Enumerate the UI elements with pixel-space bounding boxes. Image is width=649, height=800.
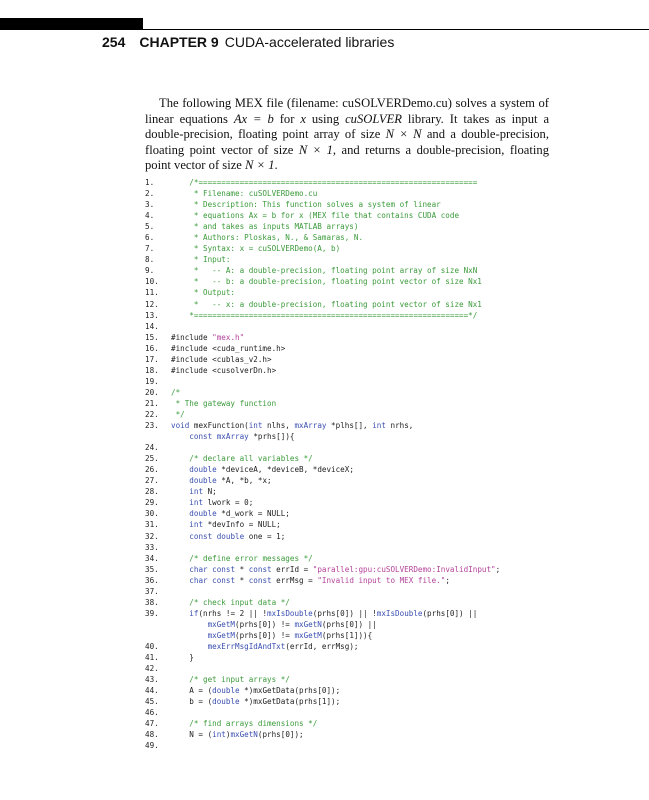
line-number: 27. bbox=[145, 476, 159, 486]
code-line bbox=[145, 641, 625, 652]
code-token: mxGetM bbox=[207, 619, 236, 629]
code-token bbox=[171, 244, 194, 253]
code-token: one = 1; bbox=[244, 531, 286, 541]
code-token: b = ( bbox=[171, 697, 213, 707]
code-token: *)mxGetData(prhs[1]); bbox=[239, 697, 341, 707]
code-line bbox=[145, 663, 625, 674]
code-token: ; bbox=[495, 564, 501, 574]
code-token bbox=[171, 311, 189, 320]
code-token: * Syntax: x = cuSOLVERDemo(A, b) bbox=[193, 244, 341, 254]
code-token: (prhs[0]) != bbox=[235, 630, 295, 640]
code-token bbox=[171, 266, 194, 275]
line-number: 18. bbox=[145, 365, 159, 375]
code-line bbox=[145, 221, 625, 232]
line-number: 17. bbox=[145, 354, 159, 364]
intro-text: for bbox=[273, 111, 301, 126]
header-rule bbox=[143, 29, 649, 30]
line-number: 24. bbox=[145, 443, 159, 453]
intro-text: The following MEX file (filename: cuSOLVERDemo.cu) solves a system of linear equations bbox=[145, 96, 549, 126]
code-token: * Authors: Ploskas, N., & Samaras, N. bbox=[193, 233, 364, 243]
code-token: int bbox=[189, 520, 204, 530]
code-token: * -- b: a double-precision, floating point vector of size Nx1 bbox=[193, 277, 482, 287]
code-token: /* bbox=[171, 387, 181, 397]
code-token bbox=[171, 620, 208, 629]
code-line bbox=[145, 243, 625, 254]
code-token: /* declare all variables */ bbox=[189, 454, 313, 464]
code-token: * Description: This function solves a system of linear bbox=[193, 200, 441, 210]
line-number: 38. bbox=[145, 597, 159, 607]
line-number: 43. bbox=[145, 675, 159, 685]
code-line bbox=[145, 265, 625, 276]
code-token: #include <cusolverDn.h> bbox=[171, 365, 277, 375]
code-line bbox=[145, 343, 625, 354]
line-number: 6. bbox=[145, 233, 155, 243]
code-token bbox=[171, 631, 208, 640]
line-number: 42. bbox=[145, 664, 159, 674]
code-token bbox=[171, 520, 189, 529]
header-bar bbox=[0, 18, 143, 30]
line-number: 19. bbox=[145, 376, 159, 386]
code-token: *A, *b, *x; bbox=[216, 476, 272, 486]
line-number: 13. bbox=[145, 310, 159, 320]
code-line bbox=[145, 299, 625, 310]
line-number: 35. bbox=[145, 564, 159, 574]
code-line bbox=[145, 354, 625, 365]
code-line bbox=[145, 254, 625, 265]
code-token bbox=[171, 233, 194, 242]
line-number: 44. bbox=[145, 686, 159, 696]
line-number: 1. bbox=[145, 178, 155, 187]
code-token: mxArray bbox=[294, 421, 327, 431]
code-token: mxGetM bbox=[294, 630, 322, 640]
code-token: #include <cuda_runtime.h> bbox=[171, 343, 286, 353]
line-number: 34. bbox=[145, 553, 159, 563]
code-line bbox=[145, 486, 625, 497]
line-number: 41. bbox=[145, 653, 159, 663]
code-token bbox=[171, 675, 189, 684]
size-expression: N × 1 bbox=[298, 142, 333, 157]
code-token: } bbox=[171, 653, 194, 663]
code-token: /*============================================================= bbox=[189, 178, 478, 187]
code-token: mxArray bbox=[216, 432, 249, 442]
code-line bbox=[145, 365, 625, 376]
line-number: 8. bbox=[145, 255, 155, 265]
code-token bbox=[171, 554, 189, 563]
line-number: 26. bbox=[145, 465, 159, 475]
size-expression: N × 1 bbox=[245, 158, 275, 172]
code-token: mxGetN bbox=[294, 619, 322, 629]
code-token: #include <cublas_v2.h> bbox=[171, 354, 272, 364]
code-line bbox=[145, 575, 625, 586]
code-line bbox=[145, 332, 625, 343]
line-number: 15. bbox=[145, 332, 159, 342]
line-number: 37. bbox=[145, 586, 159, 596]
line-number: 16. bbox=[145, 343, 159, 353]
code-token: * -- A: a double-precision, floating point array of size NxN bbox=[193, 266, 478, 276]
code-token: mxGetM bbox=[207, 630, 236, 640]
code-token: * Filename: cuSOLVERDemo.cu bbox=[193, 189, 318, 199]
code-line bbox=[145, 199, 625, 210]
running-header bbox=[102, 34, 394, 50]
code-token: (prhs[0]) || bbox=[422, 608, 478, 618]
code-line bbox=[145, 475, 625, 486]
code-line bbox=[145, 718, 625, 729]
code-line bbox=[145, 531, 625, 542]
code-line bbox=[145, 177, 625, 188]
code-line bbox=[145, 276, 625, 287]
code-token bbox=[171, 454, 189, 463]
code-line bbox=[145, 310, 625, 321]
code-line bbox=[145, 287, 625, 298]
code-token: * and takes as inputs MATLAB arrays) bbox=[193, 222, 359, 232]
code-token: * bbox=[235, 575, 249, 585]
code-token: char const bbox=[189, 575, 236, 585]
code-token: int bbox=[212, 730, 226, 740]
code-token bbox=[171, 288, 194, 297]
line-number: 12. bbox=[145, 299, 159, 309]
line-number: 5. bbox=[145, 222, 155, 232]
line-number: 45. bbox=[145, 697, 159, 707]
code-line bbox=[145, 674, 625, 685]
code-token: *============================================================*/ bbox=[189, 310, 478, 320]
intro-text: , and returns a double-precision, floating point vector of size bbox=[145, 142, 549, 172]
intro-text: library. It takes as input a double-precision, floating point array of size bbox=[145, 111, 550, 141]
code-line bbox=[145, 729, 625, 740]
code-token: *deviceA, *deviceB, *deviceX; bbox=[216, 465, 354, 475]
code-line bbox=[145, 519, 625, 530]
code-line bbox=[145, 542, 625, 553]
intro-paragraph bbox=[145, 96, 549, 174]
code-token bbox=[171, 222, 194, 231]
code-line bbox=[145, 652, 625, 663]
code-token: double bbox=[212, 697, 240, 707]
code-line bbox=[145, 387, 625, 398]
line-number: 36. bbox=[145, 575, 159, 585]
code-line bbox=[145, 508, 625, 519]
code-line bbox=[145, 696, 625, 707]
code-token: #include bbox=[171, 332, 213, 342]
code-token: int bbox=[189, 498, 204, 508]
line-number: 20. bbox=[145, 387, 159, 397]
code-token bbox=[171, 609, 189, 618]
code-token: mexErrMsgIdAndTxt bbox=[207, 641, 286, 651]
chapter-label: CHAPTER 9 bbox=[139, 34, 219, 50]
code-token: const bbox=[189, 432, 213, 442]
line-number: 23. bbox=[145, 421, 159, 431]
code-token: errMsg = bbox=[271, 575, 318, 585]
code-line bbox=[145, 740, 625, 751]
code-token bbox=[171, 498, 189, 507]
code-token: * bbox=[235, 564, 249, 574]
chapter-title: CUDA-accelerated libraries bbox=[224, 34, 395, 50]
code-token: A = ( bbox=[171, 686, 213, 696]
code-line bbox=[145, 431, 625, 442]
code-line bbox=[145, 409, 625, 420]
code-token: * -- x: a double-precision, floating point vector of size Nx1 bbox=[193, 299, 482, 309]
code-token: char const bbox=[189, 564, 236, 574]
code-token: mxIsDouble bbox=[376, 608, 423, 618]
code-token: (prhs[0]); bbox=[257, 730, 304, 740]
code-token bbox=[171, 476, 189, 485]
code-line bbox=[145, 398, 625, 409]
code-token bbox=[171, 719, 189, 728]
line-number: 39. bbox=[145, 608, 159, 618]
code-token: (prhs[0]) != bbox=[235, 619, 295, 629]
code-token: N = ( bbox=[171, 730, 213, 740]
code-token: "mex.h" bbox=[212, 332, 245, 342]
code-line bbox=[145, 553, 625, 564]
code-token: "parallel:gpu:cuSOLVERDemo:InvalidInput" bbox=[312, 564, 496, 574]
intro-text: and a double-precision, floating point vector of size bbox=[145, 127, 549, 157]
code-token: errId = bbox=[271, 564, 313, 574]
code-token bbox=[171, 200, 194, 209]
code-line bbox=[145, 188, 625, 199]
code-token: if bbox=[189, 608, 199, 618]
code-token: (prhs[1])){ bbox=[321, 630, 373, 640]
line-number: 22. bbox=[145, 409, 159, 419]
code-token: (nrhs != 2 || ! bbox=[198, 608, 268, 618]
page-number: 254 bbox=[102, 34, 126, 50]
code-token: lwork = 0; bbox=[203, 498, 254, 508]
code-line bbox=[145, 376, 625, 387]
code-token bbox=[171, 509, 189, 518]
code-token: ; bbox=[445, 575, 450, 585]
line-number: 14. bbox=[145, 321, 159, 331]
code-token: const double bbox=[189, 531, 245, 541]
code-token: * Input: bbox=[193, 255, 231, 265]
code-token: /* get input arrays */ bbox=[189, 675, 290, 685]
code-line bbox=[145, 497, 625, 508]
equation: Ax = b bbox=[233, 111, 274, 126]
code-token: *d_work = NULL; bbox=[216, 509, 290, 519]
code-token bbox=[171, 532, 189, 541]
code-token: const bbox=[248, 575, 272, 585]
code-token: double bbox=[189, 509, 217, 519]
line-number: 28. bbox=[145, 487, 159, 497]
code-token bbox=[171, 598, 189, 607]
line-number: 21. bbox=[145, 398, 159, 408]
code-token: /* check input data */ bbox=[189, 597, 290, 607]
line-number: 2. bbox=[145, 189, 155, 199]
code-token bbox=[171, 565, 189, 574]
line-number: 9. bbox=[145, 266, 155, 276]
code-token: N; bbox=[203, 487, 217, 497]
line-number: 49. bbox=[145, 741, 159, 751]
code-token: mexFunction( bbox=[189, 421, 249, 431]
code-token bbox=[171, 465, 189, 474]
line-number: 10. bbox=[145, 277, 159, 287]
intro-text: . bbox=[274, 158, 278, 172]
library-name: cuSOLVER bbox=[345, 111, 402, 126]
code-token bbox=[171, 487, 189, 496]
code-token: /* find arrays dimensions */ bbox=[189, 719, 318, 729]
code-token: * equations Ax = b for x (MEX file that contains CUDA code bbox=[193, 211, 460, 221]
code-line bbox=[145, 210, 625, 221]
code-line bbox=[145, 707, 625, 718]
code-token: /* define error messages */ bbox=[189, 553, 313, 563]
code-token bbox=[171, 178, 189, 187]
code-line bbox=[145, 564, 625, 575]
line-number: 48. bbox=[145, 730, 159, 740]
code-token bbox=[171, 642, 208, 651]
code-token: double bbox=[189, 465, 217, 475]
code-token: int bbox=[248, 421, 263, 431]
code-line bbox=[145, 420, 625, 431]
code-line bbox=[145, 232, 625, 243]
line-number: 33. bbox=[145, 542, 159, 552]
code-line bbox=[145, 685, 625, 696]
line-number: 47. bbox=[145, 719, 159, 729]
line-number: 32. bbox=[145, 531, 159, 541]
line-number: 40. bbox=[145, 641, 159, 651]
code-line bbox=[145, 630, 625, 641]
code-token: * The gateway function bbox=[171, 398, 277, 408]
code-token bbox=[171, 432, 189, 441]
code-token: mxGetN bbox=[230, 730, 258, 740]
code-token: *plhs[], bbox=[326, 421, 373, 431]
code-token: *)mxGetData(prhs[0]); bbox=[239, 686, 341, 696]
variable: x bbox=[300, 111, 306, 126]
size-expression: N × N bbox=[385, 127, 422, 141]
code-token: void bbox=[171, 421, 190, 431]
code-token bbox=[171, 277, 194, 286]
line-number: 25. bbox=[145, 454, 159, 464]
code-line bbox=[145, 608, 625, 619]
code-token: (prhs[0]) || ! bbox=[312, 608, 377, 618]
code-token: (prhs[0]) || bbox=[321, 619, 377, 629]
code-token: mxIsDouble bbox=[267, 608, 313, 618]
code-token: ) bbox=[225, 730, 231, 740]
line-number: 11. bbox=[145, 288, 159, 298]
code-token bbox=[171, 189, 194, 198]
line-number: 46. bbox=[145, 708, 159, 718]
line-number: 4. bbox=[145, 211, 155, 221]
code-token: int bbox=[189, 487, 204, 497]
code-token: int bbox=[372, 421, 386, 431]
code-line bbox=[145, 464, 625, 475]
code-token: (errId, errMsg); bbox=[285, 641, 359, 651]
code-token bbox=[171, 211, 194, 220]
code-line bbox=[145, 597, 625, 608]
code-line bbox=[145, 619, 625, 630]
line-number: 29. bbox=[145, 498, 159, 508]
line-number: 3. bbox=[145, 200, 155, 210]
code-token: nrhs, bbox=[385, 421, 414, 431]
line-number: 30. bbox=[145, 509, 159, 519]
code-token: */ bbox=[171, 409, 185, 419]
intro-text: using bbox=[305, 111, 346, 126]
code-line bbox=[145, 586, 625, 597]
code-token: *prhs[]){ bbox=[248, 432, 295, 442]
code-token bbox=[171, 300, 194, 309]
code-token: double bbox=[189, 476, 217, 486]
code-line bbox=[145, 453, 625, 464]
code-line bbox=[145, 442, 625, 453]
code-token: const bbox=[248, 564, 272, 574]
code-listing bbox=[145, 177, 625, 751]
code-token bbox=[171, 255, 194, 264]
code-token: "Invalid input to MEX file." bbox=[317, 575, 446, 585]
code-token bbox=[171, 576, 189, 585]
code-token: double bbox=[212, 686, 240, 696]
code-token: nlhs, bbox=[262, 421, 295, 431]
code-token: * Output: bbox=[193, 288, 236, 298]
code-token: *devInfo = NULL; bbox=[203, 520, 281, 530]
code-line bbox=[145, 321, 625, 332]
line-number: 7. bbox=[145, 244, 155, 254]
line-number: 31. bbox=[145, 520, 159, 530]
